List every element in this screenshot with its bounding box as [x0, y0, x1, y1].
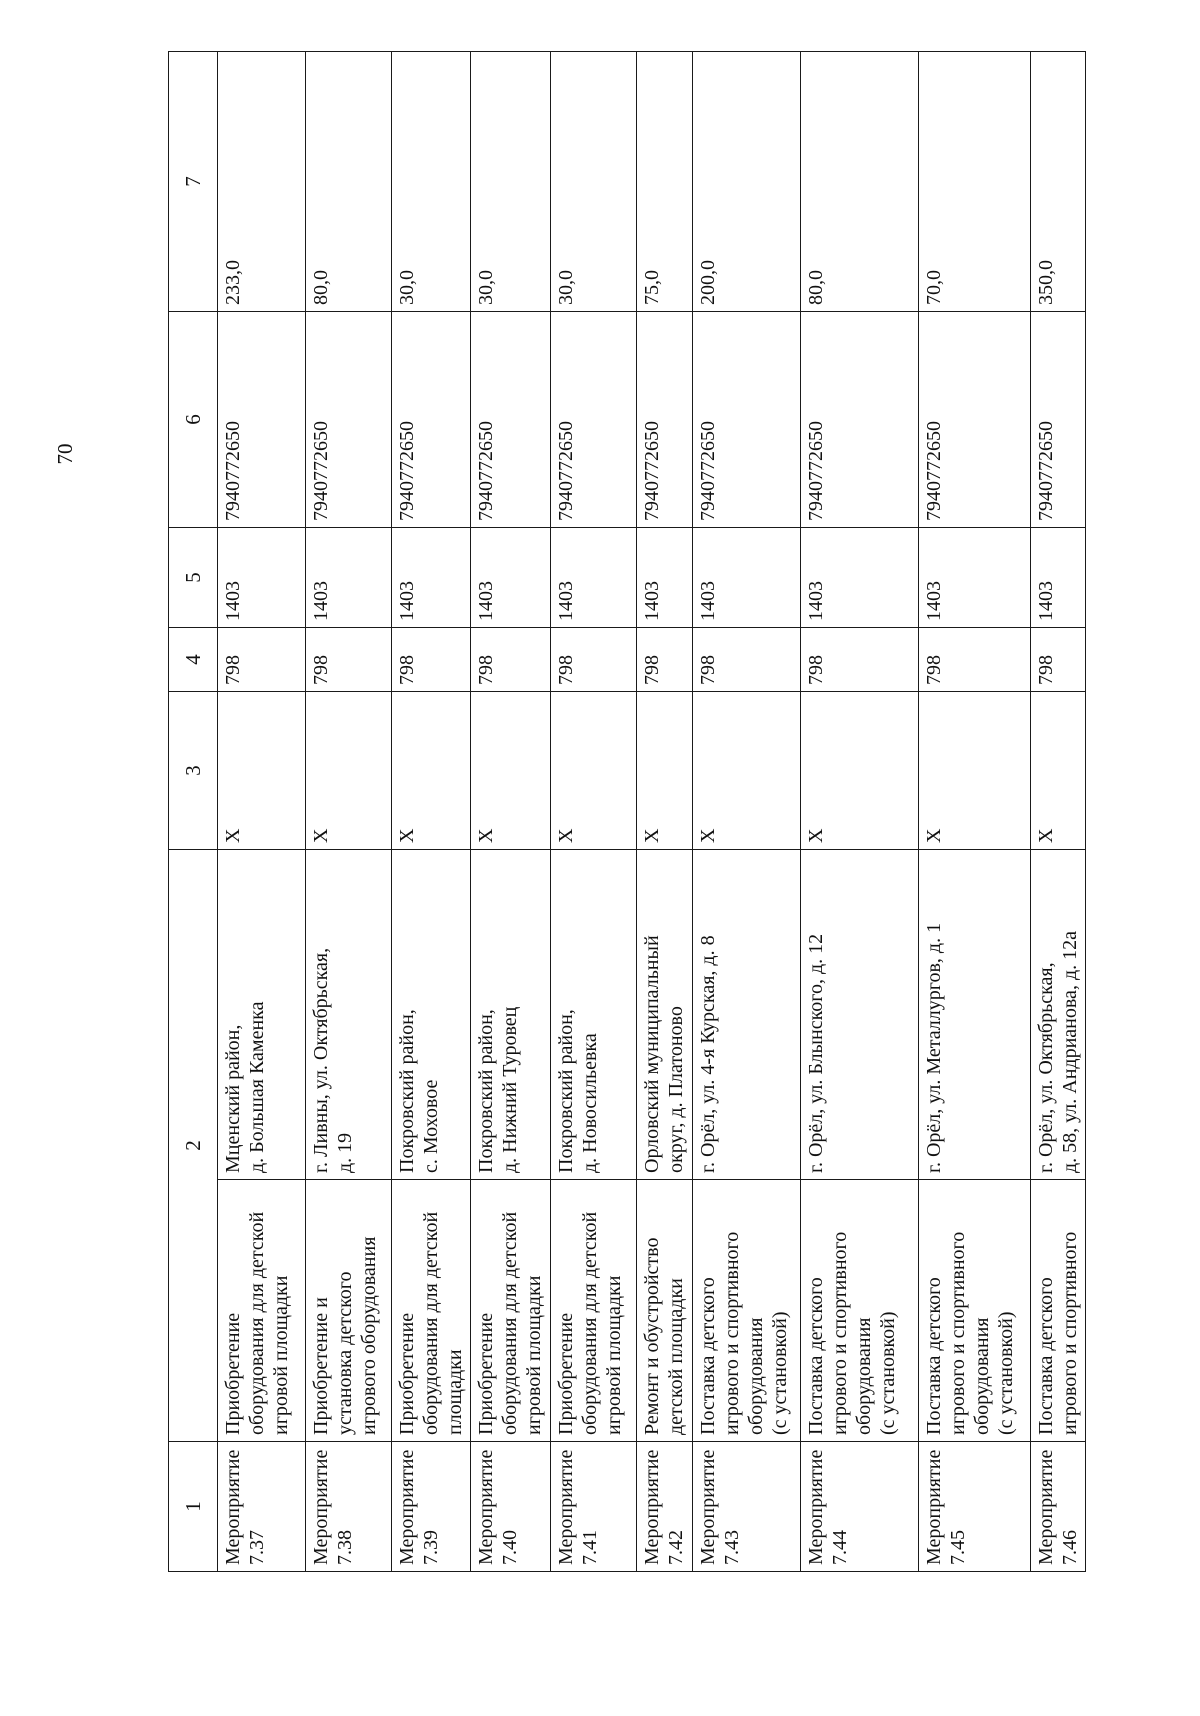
cell-col-7: 200,0 — [693, 52, 801, 312]
cell-col-4: 798 — [801, 628, 919, 692]
cell-activity-name: Поставка детского игрового и спортивного — [1031, 1180, 1086, 1442]
cell-activity-name: Приобретение оборудования для детской игровой площадки — [471, 1180, 551, 1442]
cell-col-7: 75,0 — [637, 52, 693, 312]
cell-col-5: 1403 — [471, 528, 551, 628]
table-row — [218, 52, 306, 1572]
cell-activity-id: Мероприятие 7.42 — [637, 1442, 693, 1572]
cell-address: Орловский муниципальный округ, д. Платоново — [637, 850, 693, 1180]
cell-col-5: 1403 — [306, 528, 392, 628]
cell-address: г. Орёл, ул. Блынского, д. 12 — [801, 850, 919, 1180]
cell-address: г. Орёл, ул. 4-я Курская, д. 8 — [693, 850, 801, 1180]
header-col-4: 4 — [169, 628, 218, 692]
cell-activity-name: Приобретение оборудования для детской игровой площадки — [218, 1180, 306, 1442]
header-col-6: 6 — [169, 312, 218, 528]
cell-activity-id: Мероприятие 7.46 — [1031, 1442, 1086, 1572]
cell-col-3: X — [306, 692, 392, 850]
cell-col-6: 7940772650 — [1031, 312, 1086, 528]
cell-activity-name: Ремонт и обустройство детской площадки — [637, 1180, 693, 1442]
cell-activity-id: Мероприятие 7.40 — [471, 1442, 551, 1572]
cell-col-4: 798 — [637, 628, 693, 692]
cell-col-5: 1403 — [801, 528, 919, 628]
cell-col-7: 350,0 — [1031, 52, 1086, 312]
cell-activity-name: Приобретение оборудования для детской игровой площадки — [551, 1180, 637, 1442]
cell-address: Покровский район, с. Моховое — [392, 850, 471, 1180]
cell-activity-name: Приобретение и установка детского игрового оборудования — [306, 1180, 392, 1442]
header-col-3: 3 — [169, 692, 218, 850]
cell-activity-id: Мероприятие 7.43 — [693, 1442, 801, 1572]
cell-col-5: 1403 — [218, 528, 306, 628]
cell-col-7: 30,0 — [392, 52, 471, 312]
header-col-1: 1 — [169, 1442, 218, 1572]
cell-col-7: 30,0 — [471, 52, 551, 312]
cell-col-3: X — [551, 692, 637, 850]
page-number: 70 — [53, 443, 77, 465]
header-col-2: 2 — [169, 850, 218, 1442]
cell-col-4: 798 — [919, 628, 1031, 692]
cell-col-7: 80,0 — [306, 52, 392, 312]
cell-activity-id: Мероприятие 7.45 — [919, 1442, 1031, 1572]
cell-activity-id: Мероприятие 7.39 — [392, 1442, 471, 1572]
cell-col-6: 7940772650 — [801, 312, 919, 528]
cell-col-7: 70,0 — [919, 52, 1031, 312]
cell-activity-id: Мероприятие 7.44 — [801, 1442, 919, 1572]
cell-col-7: 30,0 — [551, 52, 637, 312]
table-row — [1031, 52, 1086, 1572]
cell-col-3: X — [693, 692, 801, 850]
table-body — [218, 52, 1086, 1572]
cell-col-4: 798 — [1031, 628, 1086, 692]
cell-col-3: X — [1031, 692, 1086, 850]
cell-col-4: 798 — [392, 628, 471, 692]
cell-col-5: 1403 — [693, 528, 801, 628]
cell-activity-name: Приобретение оборудования для детской площадки — [392, 1180, 471, 1442]
cell-col-5: 1403 — [637, 528, 693, 628]
cell-col-4: 798 — [551, 628, 637, 692]
cell-address: Мценский район, д. Большая Каменка — [218, 850, 306, 1180]
cell-col-3: X — [919, 692, 1031, 850]
table-row — [693, 52, 801, 1572]
cell-col-6: 7940772650 — [551, 312, 637, 528]
cell-address: г. Ливны, ул. Октябрьская, д. 19 — [306, 850, 392, 1180]
cell-col-7: 80,0 — [801, 52, 919, 312]
cell-activity-name: Поставка детского игрового и спортивного оборудования (с установкой) — [919, 1180, 1031, 1442]
cell-col-3: X — [392, 692, 471, 850]
activities-table — [168, 51, 1086, 1572]
cell-col-7: 233,0 — [218, 52, 306, 312]
cell-col-4: 798 — [471, 628, 551, 692]
cell-activity-name: Поставка детского игрового и спортивного оборудования (с установкой) — [801, 1180, 919, 1442]
cell-col-4: 798 — [693, 628, 801, 692]
rotated-table-wrapper — [168, 52, 1081, 1572]
table-row — [801, 52, 919, 1572]
cell-col-3: X — [218, 692, 306, 850]
cell-col-5: 1403 — [919, 528, 1031, 628]
cell-address: Покровский район, д. Новосильевка — [551, 850, 637, 1180]
cell-activity-id: Мероприятие 7.41 — [551, 1442, 637, 1572]
header-row — [169, 52, 218, 1572]
cell-col-6: 7940772650 — [392, 312, 471, 528]
cell-address: г. Орёл, ул. Металлургов, д. 1 — [919, 850, 1031, 1180]
table-row — [919, 52, 1031, 1572]
cell-col-6: 7940772650 — [218, 312, 306, 528]
cell-col-6: 7940772650 — [693, 312, 801, 528]
cell-activity-id: Мероприятие 7.38 — [306, 1442, 392, 1572]
table-row — [392, 52, 471, 1572]
cell-activity-name: Поставка детского игрового и спортивного оборудования (с установкой) — [693, 1180, 801, 1442]
cell-col-3: X — [801, 692, 919, 850]
header-col-5: 5 — [169, 528, 218, 628]
cell-col-6: 7940772650 — [471, 312, 551, 528]
cell-address: г. Орёл, ул. Октябрьская, д. 58, ул. Андрианова, д. 12а — [1031, 850, 1086, 1180]
table-row — [471, 52, 551, 1572]
cell-col-5: 1403 — [392, 528, 471, 628]
cell-col-6: 7940772650 — [919, 312, 1031, 528]
cell-activity-id: Мероприятие 7.37 — [218, 1442, 306, 1572]
cell-address: Покровский район, д. Нижний Туровец — [471, 850, 551, 1180]
cell-col-3: X — [471, 692, 551, 850]
table-row — [551, 52, 637, 1572]
cell-col-4: 798 — [218, 628, 306, 692]
cell-col-5: 1403 — [1031, 528, 1086, 628]
table-row — [637, 52, 693, 1572]
cell-col-6: 7940772650 — [637, 312, 693, 528]
header-col-7: 7 — [169, 52, 218, 312]
cell-col-3: X — [637, 692, 693, 850]
table-row — [306, 52, 392, 1572]
cell-col-6: 7940772650 — [306, 312, 392, 528]
cell-col-4: 798 — [306, 628, 392, 692]
cell-col-5: 1403 — [551, 528, 637, 628]
